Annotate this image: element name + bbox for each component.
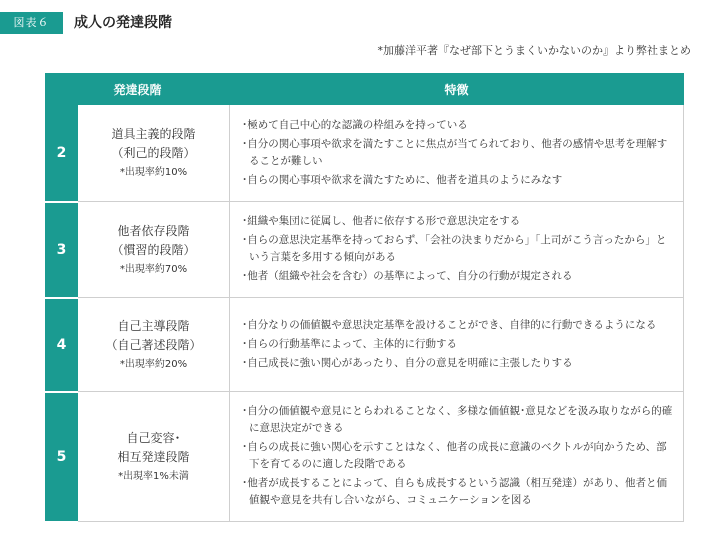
stage-features-cell (230, 202, 684, 298)
stage-number: 3 (46, 202, 78, 298)
stage-alt-name: （自己著述段階） (105, 337, 202, 352)
feature-item: ･自らの意思決定基準を持っておらず、「会社の決まりだから」「上司がこう言ったから」という言葉を多用する傾向がある (242, 234, 667, 263)
source-note: *加藤洋平著『なぜ部下とうまくいかないのか』より弊社まとめ (377, 44, 691, 57)
stage-name: 自己主導段階 (117, 318, 190, 333)
development-stages-table (45, 73, 684, 523)
stage-name-cell (78, 298, 230, 392)
stage-rate: *出現率1%未満 (118, 470, 189, 482)
feature-item: ･自分なりの価値観や意思決定基準を設けることができ、自律的に行動できるようになる (242, 318, 657, 331)
feature-list (242, 317, 673, 372)
stage-rate: *出現率約70% (119, 263, 188, 275)
stage-alt-name: （慣習的段階） (111, 242, 196, 257)
stage-alt-name: （利己的段階） (111, 146, 196, 160)
stage-name-cell (78, 202, 230, 298)
figure-title: 成人の発達段階 (74, 15, 172, 31)
stage-features-cell (230, 392, 684, 522)
stage-rate: *出現率約20% (119, 358, 188, 370)
feature-item: ･組織や集団に従属し、他者に依存する形で意思決定をする (242, 215, 521, 227)
stage-name-cell (78, 105, 230, 202)
table-header-row (46, 74, 684, 105)
stage-name: 他者依存段階 (117, 223, 190, 238)
feature-item: ･自己成長に強い関心があったり、自分の意見を明確に主張したりする (242, 356, 573, 369)
stage-number: 2 (46, 105, 78, 202)
stage-number: 5 (46, 392, 78, 522)
stage-name: 道具主義的段階 (111, 127, 196, 141)
table-row (46, 105, 684, 202)
feature-list (242, 117, 673, 189)
stage-name-cell (78, 392, 230, 522)
header-stage: 発達段階 (46, 74, 230, 105)
stage-features-cell (230, 105, 684, 202)
table-row (46, 202, 684, 298)
stage-number: 4 (46, 298, 78, 392)
stage-rate: *出現率約10% (119, 167, 188, 178)
feature-list (242, 403, 673, 509)
feature-item: ･自分の関心事項や欲求を満たすことに焦点が当てられており、他者の感情や思考を理解することが難しい (242, 137, 668, 167)
table-row (46, 392, 684, 522)
feature-item: ･自らの行動基準によって、主体的に行動する (242, 337, 458, 350)
feature-item: ･自らの関心事項や欲求を満たすために、他者を道具のようにみなす (242, 173, 563, 186)
feature-item: ･極めて自己中心的な認識の枠組みを持っている (242, 118, 468, 131)
feature-item: ･自らの成長に強い関心を示すことはなく、他者の成長に意識のベクトルが向かうため、部下を育てるのに適した段階である (242, 441, 667, 470)
table-row (46, 298, 684, 392)
stage-alt-name: 相互発達段階 (117, 449, 190, 464)
header-features: 特徴 (230, 74, 684, 105)
feature-item: ･他者（組織や社会を含む）の基準によって、自分の行動が規定される (242, 270, 573, 282)
feature-list (242, 213, 673, 285)
stage-name: 自己変容･ (126, 430, 181, 445)
feature-item: ･自分の価値観や意見にとらわれることなく、多様な価値観･意見などを汲み取りながら的確に意思決定ができる (242, 405, 673, 434)
figure-label: 図表６ (0, 12, 63, 34)
feature-item: ･他者が成長することによって、自らも成長するという認識（相互発達）があり、他者と価値観や意見を共有し合いながら、コミュニケーションを図る (242, 477, 668, 506)
stage-features-cell (230, 298, 684, 392)
